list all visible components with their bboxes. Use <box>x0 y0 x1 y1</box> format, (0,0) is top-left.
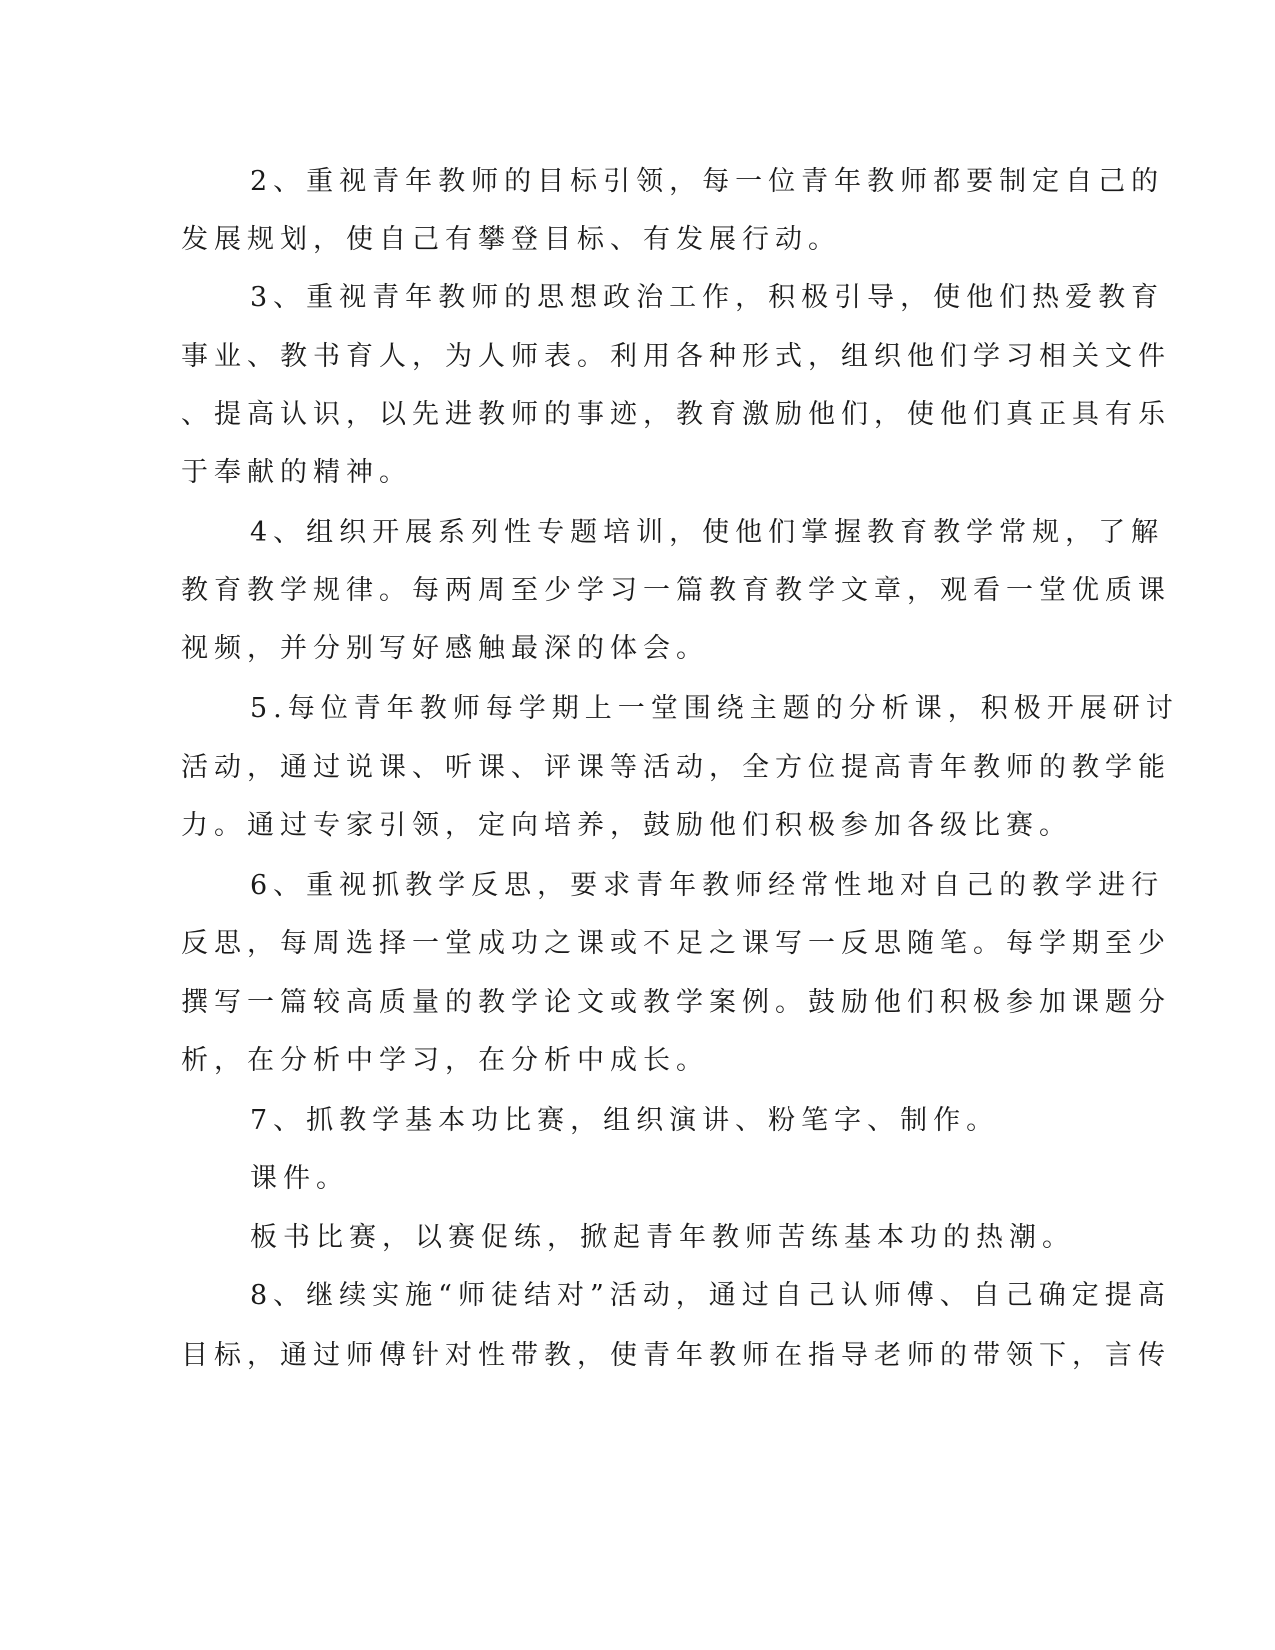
paragraph-8-line-2: 目标，通过师傅针对性带教，使青年教师在指导老师的带领下，言传 <box>181 1340 1171 1371</box>
paragraph-4-line-2: 教育教学规律。每两周至少学习一篇教育教学文章，观看一堂优质课 <box>181 575 1171 606</box>
paragraph-3-line-1: 3、重视青年教师的思想政治工作，积极引导，使他们热爱教育 <box>250 282 1165 313</box>
paragraph-2-line-2: 发展规划，使自己有攀登目标、有发展行动。 <box>181 224 841 255</box>
paragraph-5-line-3: 力。通过专家引领，定向培养，鼓励他们积极参加各级比赛。 <box>181 810 1072 841</box>
paragraph-7-line-3: 板书比赛，以赛促练，掀起青年教师苦练基本功的热潮。 <box>250 1222 1075 1253</box>
paragraph-5-line-1: 5.每位青年教师每学期上一堂围绕主题的分析课，积极开展研讨 <box>250 693 1179 724</box>
paragraph-6-line-3: 撰写一篇较高质量的教学论文或教学案例。鼓励他们积极参加课题分 <box>181 987 1171 1018</box>
paragraph-2-line-1: 2、重视青年教师的目标引领，每一位青年教师都要制定自己的 <box>250 166 1165 197</box>
paragraph-5-line-2: 活动，通过说课、听课、评课等活动，全方位提高青年教师的教学能 <box>181 752 1171 783</box>
paragraph-8-line-1: 8、继续实施“师徒结对”活动，通过自己认师傅、自己确定提高 <box>250 1280 1171 1311</box>
paragraph-6-line-1: 6、重视抓教学反思，要求青年教师经常性地对自己的教学进行 <box>250 870 1165 901</box>
paragraph-7-line-1: 7、抓教学基本功比赛，组织演讲、粉笔字、制作。 <box>250 1105 1000 1136</box>
paragraph-3-line-4: 于奉献的精神。 <box>181 457 412 488</box>
paragraph-3-line-3: 、提高认识，以先进教师的事迹，教育激励他们，使他们真正具有乐 <box>181 399 1171 430</box>
paragraph-3-line-2: 事业、教书育人，为人师表。利用各种形式，组织他们学习相关文件 <box>181 341 1171 372</box>
paragraph-4-line-3: 视频，并分别写好感触最深的体会。 <box>181 633 709 664</box>
paragraph-6-line-4: 析，在分析中学习，在分析中成长。 <box>181 1045 709 1076</box>
paragraph-6-line-2: 反思，每周选择一堂成功之课或不足之课写一反思随笔。每学期至少 <box>181 928 1171 959</box>
paragraph-7-line-2: 课件。 <box>250 1163 349 1194</box>
paragraph-4-line-1: 4、组织开展系列性专题培训，使他们掌握教育教学常规，了解 <box>250 517 1165 548</box>
